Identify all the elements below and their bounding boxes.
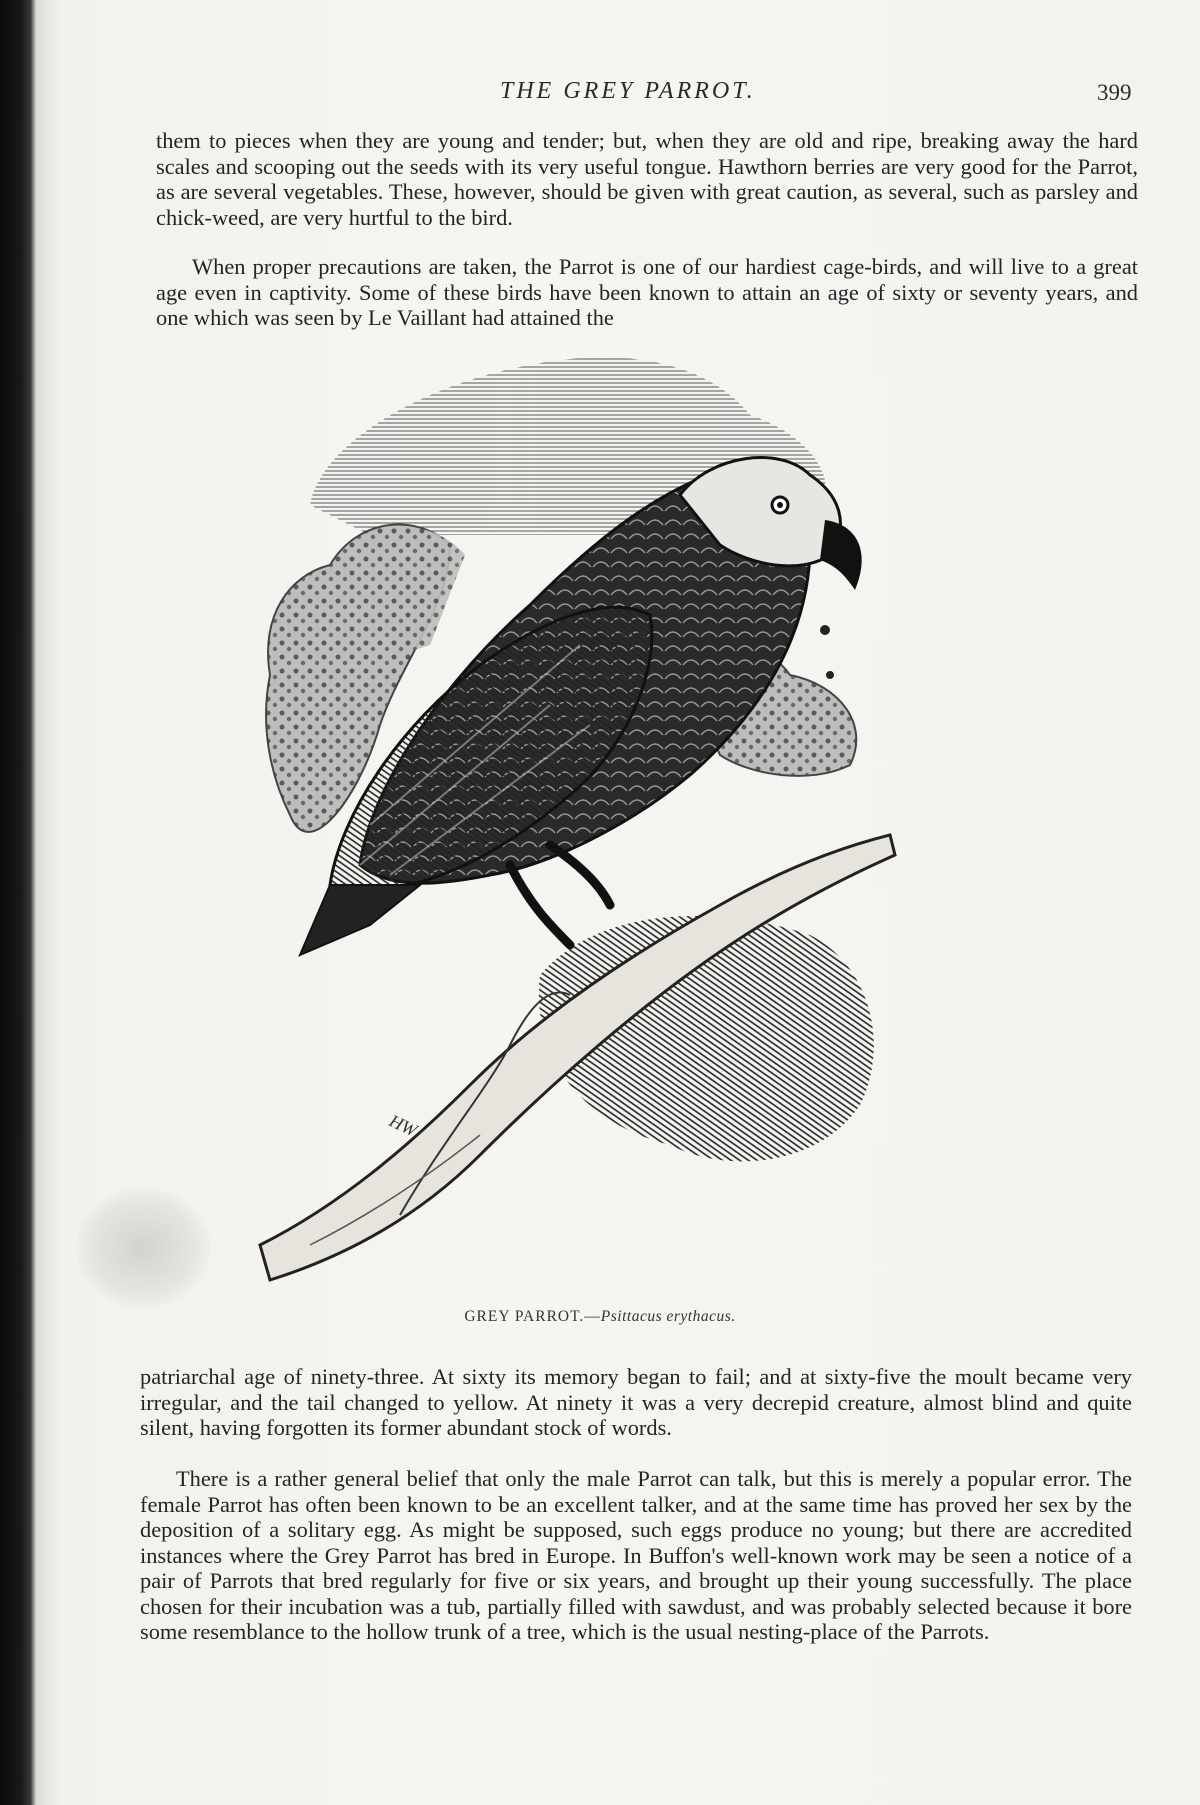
parrot-engraving (250, 345, 1040, 1295)
caption-latin-name: Psittacus erythacus. (600, 1308, 736, 1325)
page-number: 399 (1097, 80, 1132, 105)
running-title: THE GREY PARROT. (500, 78, 756, 104)
paragraph-female-parrot: There is a rather general belief that only the male Parrot can talk, but this is merely a popular error. The female Parrot has often been known to be an excellent talker, and at the same time has proved her sex by the deposition of a solitary egg. As might be supposed, such eggs produce no young; but there are accredited instances where the Grey Parrot has bred in Europe. In Buffon's well-known work may be seen a notice of a pair of Parrots that bred regularly for five or six years, and brought up their young successfully. The place chosen for their incubation was a tub, partially filled with sawdust, and was probably selected because it bore some resemblance to the hollow trunk of a tree, which is the usual nesting-place of the Parrots. (140, 1466, 1132, 1644)
caption-common-name: GREY PARROT.— (464, 1308, 601, 1325)
page-stain (76, 1188, 211, 1308)
parrot-beak (820, 520, 862, 590)
figure-caption (0, 1308, 1200, 1326)
parrot-tail (300, 885, 420, 955)
page-header (0, 78, 1200, 114)
book-spine-shadow (0, 0, 36, 1805)
paragraph-continuation: them to pieces when they are young and tender; but, when they are old and ripe, breaking away the hard scales and scooping out the seeds with its very useful tongue. Hawthorn berries are very good for the Parrot, as are several vegetables. These, however, should be given with great caution, as several, such as parsley and chick-weed, are very hurtful to the bird. (156, 128, 1138, 230)
engraver-mark: HW (386, 1110, 421, 1141)
paragraph-patriarchal-age: patriarchal age of ninety-three. At sixty its memory began to fail; and at sixty-five the moult became very irregular, and the tail changed to yellow. At ninety it was a very decrepid creature, almost blind and quite silent, having forgotten its former abundant stock of words. (140, 1364, 1132, 1440)
paragraph-lifespan: When proper precautions are taken, the Parrot is one of our hardiest cage-birds, and will live to a great age even in captivity. Some of these birds have been known to attain an age of sixty or seventy years, and one which was seen by Le Vaillant had attained the (156, 254, 1138, 330)
